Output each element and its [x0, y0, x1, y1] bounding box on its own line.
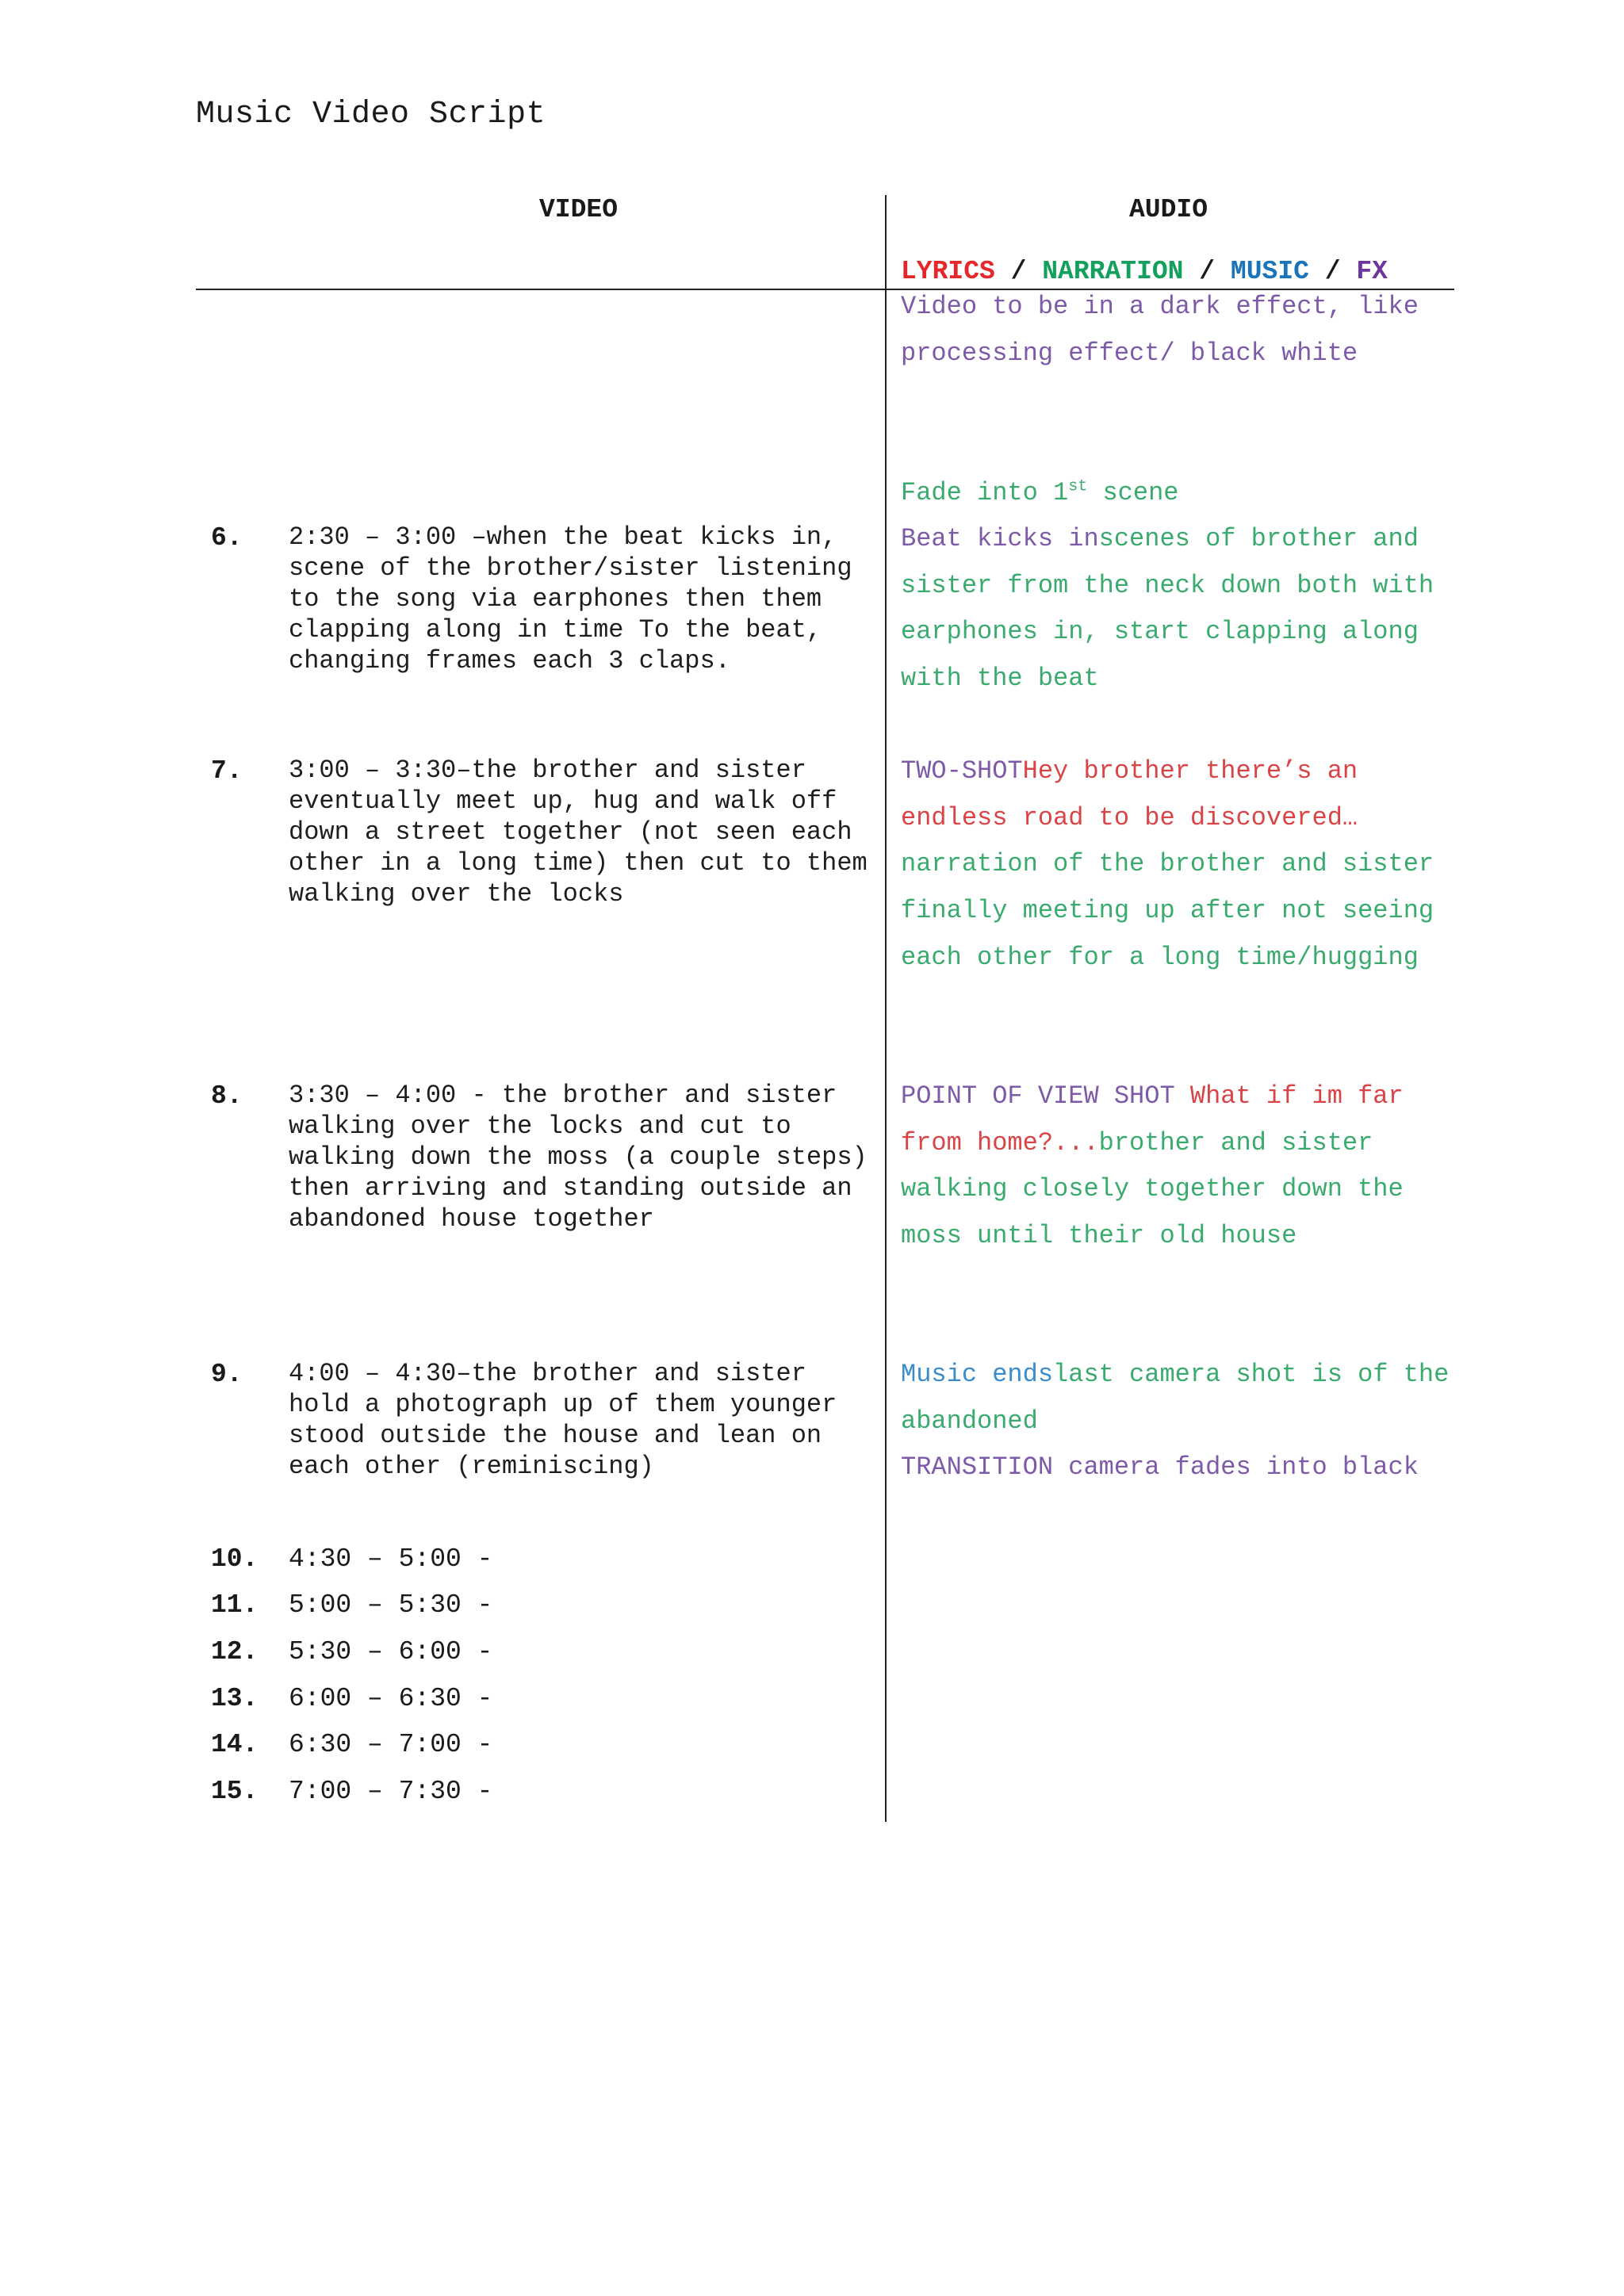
audio-fx-text: TRANSITION camera fades into black [901, 1452, 1419, 1483]
legend-narration: NARRATION [1042, 257, 1184, 286]
row-number: 15. [211, 1777, 259, 1806]
audio-fx-text: Beat kicks in [901, 524, 1099, 553]
video-description: 3:30 – 4:00 - the brother and sister walking over the locks and cut to walking down the moss (a couple steps) then arriving and standing outside an abandoned house together [289, 1081, 868, 1234]
row-timecode: 6:30 – 7:00 - [289, 1730, 493, 1759]
column-divider [885, 195, 887, 1822]
row-number: 7. [211, 756, 243, 786]
audio-intro-fx [901, 284, 1456, 377]
audio-cell [901, 1352, 1456, 1491]
audio-narration-text: narration of the brother and sister finally meeting up after not seeing each other for a long time/hugging [901, 849, 1434, 972]
video-column-header: VIDEO [539, 195, 619, 224]
audio-cell [901, 516, 1456, 702]
row-number: 8. [211, 1081, 243, 1111]
row-timecode: 5:30 – 6:00 - [289, 1637, 493, 1667]
video-description: 2:30 – 3:00 –when the beat kicks in, scene of the brother/sister listening to the song via earphones then them clapping along in time To the beat, changing frames each 3 claps. [289, 522, 852, 675]
row-timecode: 4:30 – 5:00 - [289, 1544, 493, 1574]
audio-cell [901, 748, 1456, 982]
document-title: Music Video Script [196, 97, 546, 132]
video-description: 3:00 – 3:30–the brother and sister eventually meet up, hug and walk off down a street together (not seen each other in a long time) then cut to them walking over the locks [289, 756, 868, 909]
row-number: 13. [211, 1684, 259, 1713]
legend-fx: FX [1356, 257, 1388, 286]
audio-narration-text: scenes of brother and sister from the neck down both with earphones in, start clapping along with the beat [901, 524, 1434, 694]
fade-text: Fade into 1 [901, 478, 1069, 507]
audio-narration-text: brother and sister walking closely together down the moss until their old house [901, 1127, 1404, 1251]
legend-separator: / [1183, 257, 1231, 286]
row-number: 9. [211, 1360, 243, 1389]
legend-lyrics: LYRICS [901, 257, 995, 286]
row-timecode: 7:00 – 7:30 - [289, 1777, 493, 1806]
row-number: 6. [211, 523, 243, 553]
row-timecode: 6:00 – 6:30 - [289, 1684, 493, 1713]
legend-separator: / [994, 257, 1043, 286]
legend-music: MUSIC [1230, 257, 1309, 286]
audio-narration-text: last camera shot is of the abandoned [901, 1360, 1450, 1436]
row-number: 11. [211, 1590, 259, 1620]
audio-intro-fade [901, 470, 1456, 517]
row-timecode: 5:00 – 5:30 - [289, 1590, 493, 1620]
audio-fx-text: TWO-SHOT [901, 756, 1023, 786]
audio-lyrics-text: What if im far from home?... [901, 1081, 1404, 1158]
audio-column-header: AUDIO [1129, 195, 1208, 224]
audio-fx-text: Video to be in a dark effect, like processing effect/ black white [901, 292, 1419, 368]
audio-fx-text: POINT OF VIEW SHOT [901, 1081, 1190, 1111]
video-description: 4:00 – 4:30–the brother and sister hold a photograph up of them younger stood outside the house and lean on each other (reminiscing) [289, 1359, 837, 1481]
fade-text-end: scene [1087, 478, 1179, 507]
audio-music-text: Music ends [901, 1360, 1054, 1389]
row-number: 10. [211, 1544, 259, 1574]
audio-legend [901, 257, 1388, 286]
fade-superscript: st [1068, 477, 1088, 496]
audio-cell [901, 1073, 1456, 1260]
row-number: 14. [211, 1730, 259, 1759]
audio-lyrics-text: Hey brother there’s an endless road to be discovered… [901, 756, 1358, 832]
legend-separator: / [1308, 257, 1357, 286]
row-number: 12. [211, 1637, 259, 1667]
